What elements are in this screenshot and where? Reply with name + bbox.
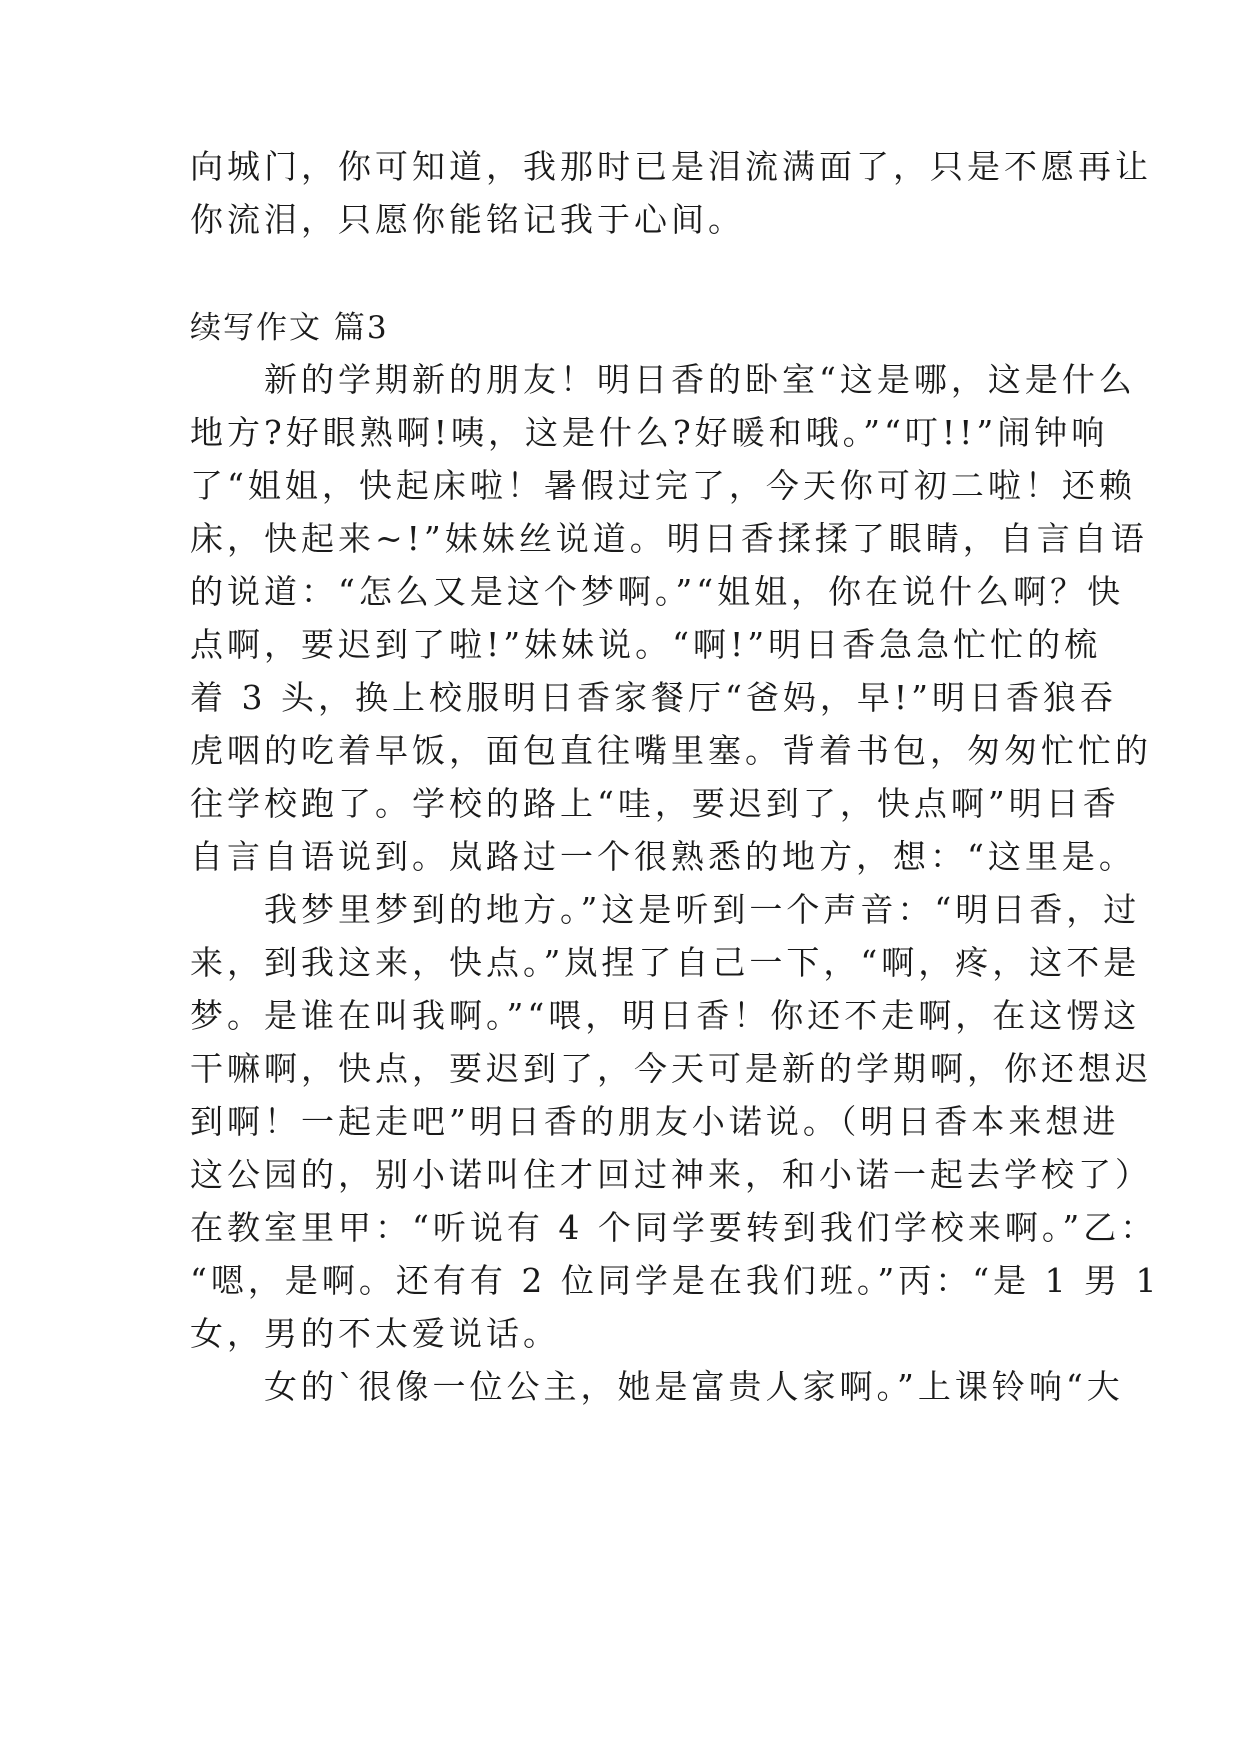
- body-line: 着 3 头，换上校服明日香家餐厅“爸妈，早!”明日香狼吞: [190, 678, 1117, 717]
- body-line: 床，快起来~!”妹妹丝说道。明日香揉揉了眼睛，自言自语: [190, 519, 1148, 558]
- body-line: 的说道：“怎么又是这个梦啊。”“姐姐，你在说什么啊？快: [190, 572, 1125, 611]
- body-line: 我梦里梦到的地方。”这是听到一个声音：“明日香，过: [190, 890, 1141, 929]
- body-line: 来，到我这来，快点。”岚捏了自己一下，“啊，疼，这不是: [190, 943, 1141, 982]
- body-line: 新的学期新的朋友！明日香的卧室“这是哪，这是什么: [190, 360, 1136, 399]
- body-line: 往学校跑了。学校的路上“哇，要迟到了，快点啊”明日香: [190, 784, 1120, 823]
- section-heading: 续写作文 篇3: [190, 310, 389, 346]
- body-line: 到啊！一起走吧”明日香的朋友小诺说。（明日香本来想进: [190, 1102, 1120, 1141]
- intro-line: 向城门，你可知道，我那时已是泪流满面了，只是不愿再让: [190, 147, 1152, 186]
- body-line: 地方?好眼熟啊!咦，这是什么?好暖和哦。”“叮!!”闹钟响: [190, 413, 1109, 452]
- body-line: 梦。是谁在叫我啊。”“喂，明日香！你还不走啊，在这愣这: [190, 996, 1141, 1035]
- body-line: 女，男的不太爱说话。: [190, 1314, 560, 1353]
- body-line: 这公园的，别小诺叫住才回过神来，和小诺一起去学校了）: [190, 1155, 1152, 1194]
- intro-line: 你流泪，只愿你能铭记我于心间。: [190, 200, 745, 239]
- body-line: 在教室里甲：“听说有 4 个同学要转到我们学校来啊。”乙：: [190, 1208, 1158, 1247]
- body-line: “嗯，是啊。还有有 2 位同学是在我们班。”丙：“是 1 男 1: [190, 1261, 1161, 1300]
- body-line: 虎咽的吃着早饭，面包直往嘴里塞。背着书包，匆匆忙忙的: [190, 731, 1152, 770]
- body-line: 女的`很像一位公主，她是富贵人家啊。”上课铃响“大: [190, 1367, 1124, 1406]
- body-line: 了“姐姐，快起床啦！暑假过完了，今天你可初二啦！还赖: [190, 466, 1136, 505]
- body-line: 点啊，要迟到了啦!”妹妹说。“啊!”明日香急急忙忙的梳: [190, 625, 1102, 664]
- body-line: 干嘛啊，快点，要迟到了，今天可是新的学期啊，你还想迟: [190, 1049, 1152, 1088]
- body-line: 自言自语说到。岚路过一个很熟悉的地方，想：“这里是。: [190, 837, 1136, 876]
